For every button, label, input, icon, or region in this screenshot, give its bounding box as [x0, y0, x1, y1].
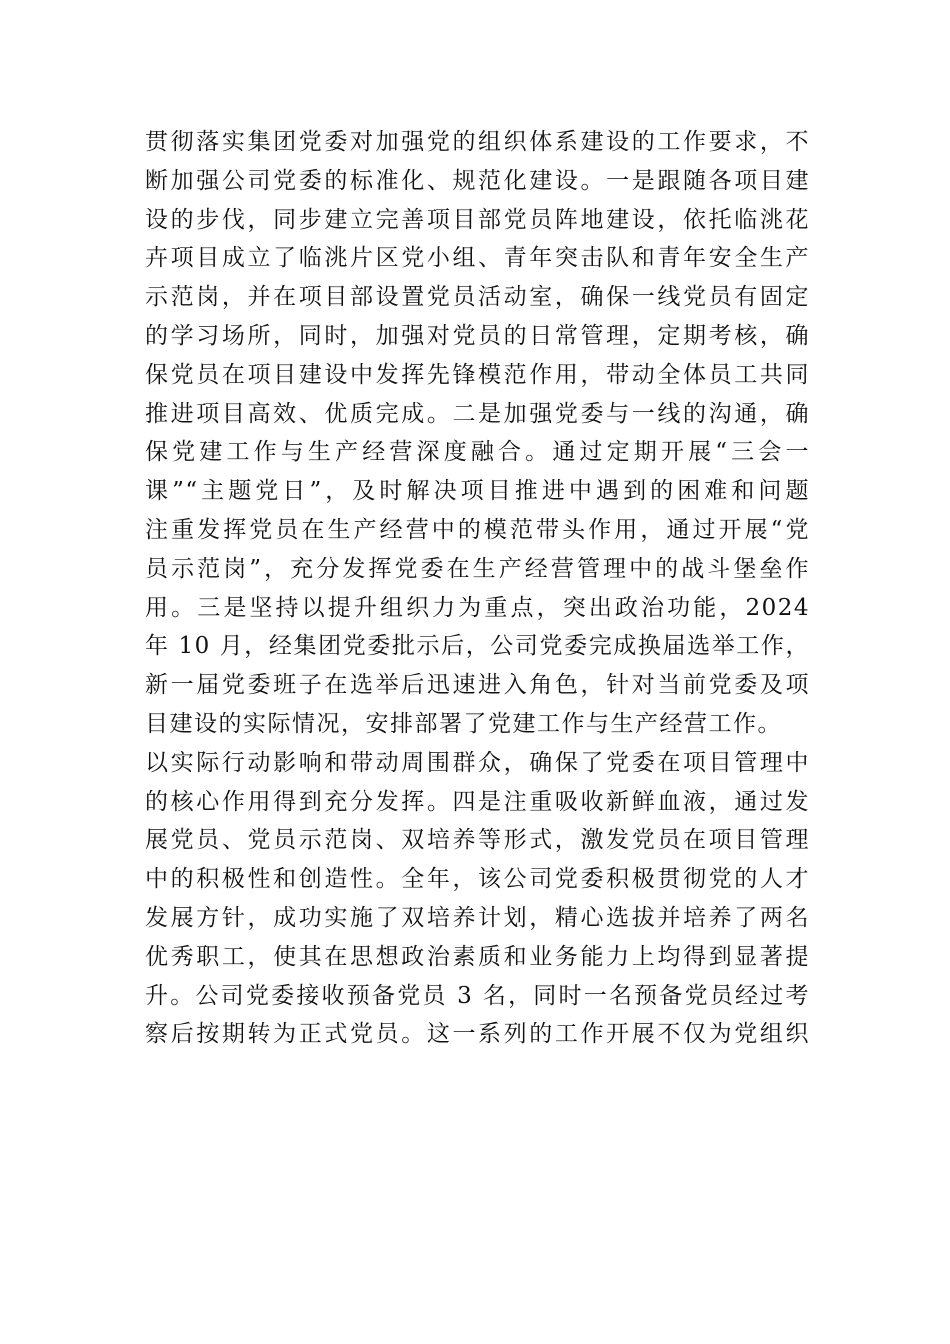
paragraph-line: 升。公司党委接收预备党员 3 名，同时一名预备党员经过考	[145, 982, 810, 1009]
paragraph-line: 课”“主题党日”，及时解决项目推进中遇到的困难和问题	[145, 478, 810, 505]
paragraph-line: 展党员、党员示范岗、双培养等形式，激发党员在项目管理	[145, 827, 810, 854]
paragraph-line: 保党建工作与生产经营深度融合。通过定期开展“三会一	[145, 439, 810, 466]
paragraph-line: 保党员在项目建设中发挥先锋模范作用，带动全体员工共同	[145, 361, 810, 388]
paragraph-line: 注重发挥党员在生产经营中的模范带头作用，通过开展“党	[145, 516, 810, 543]
body-paragraph	[145, 123, 810, 1054]
paragraph-line: 优秀职工，使其在思想政治素质和业务能力上均得到显著提	[145, 943, 810, 970]
paragraph-line: 的核心作用得到充分发挥。四是注重吸收新鲜血液，通过发	[145, 788, 810, 815]
paragraph-line: 中的积极性和创造性。全年，该公司党委积极贯彻党的人才	[145, 866, 810, 893]
paragraph-line: 推进项目高效、优质完成。二是加强党委与一线的沟通，确	[145, 400, 810, 427]
paragraph-line: 用。三是坚持以提升组织力为重点，突出政治功能，2024	[145, 594, 810, 621]
paragraph-line: 贯彻落实集团党委对加强党的组织体系建设的工作要求，不	[145, 129, 810, 155]
paragraph-line: 的学习场所，同时，加强对党员的日常管理，定期考核，确	[145, 322, 810, 349]
paragraph-line: 员示范岗”，充分发挥党委在生产经营管理中的战斗堡垒作	[145, 555, 810, 582]
paragraph-line: 卉项目成立了临洮片区党小组、青年突击队和青年安全生产	[145, 245, 810, 272]
paragraph-line: 示范岗，并在项目部设置党员活动室，确保一线党员有固定	[145, 284, 810, 311]
paragraph-line: 年 10 月，经集团党委批示后，公司党委完成换届选举工作，	[145, 633, 810, 660]
paragraph-line: 断加强公司党委的标准化、规范化建设。一是跟随各项目建	[145, 167, 810, 194]
paragraph-line: 新一届党委班子在选举后迅速进入角色，针对当前党委及项	[145, 672, 810, 699]
paragraph-line: 设的步伐，同步建立完善项目部党员阵地建设，依托临洮花	[145, 206, 810, 233]
paragraph-line: 察后按期转为正式党员。这一系列的工作开展不仅为党组织	[145, 1021, 810, 1048]
paragraph-line: 目建设的实际情况，安排部署了党建工作与生产经营工作。	[145, 710, 782, 737]
paragraph-line: 发展方针，成功实施了双培养计划，精心选拔并培养了两名	[145, 904, 810, 931]
paragraph-line: 以实际行动影响和带动周围群众，确保了党委在项目管理中	[145, 749, 810, 776]
